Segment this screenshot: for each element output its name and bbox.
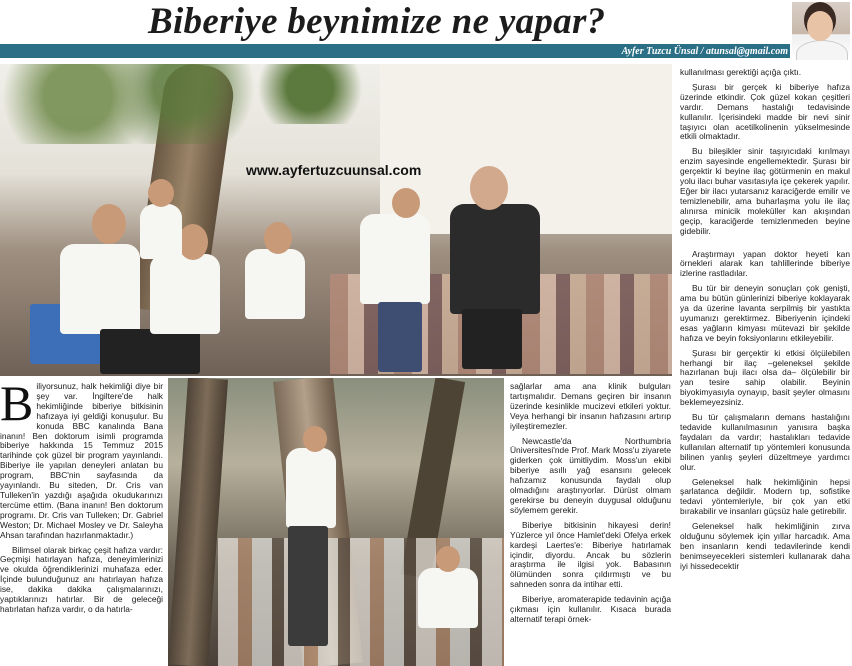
article-paragraph: sağlarlar ama ana klinik bulguları tartışmalıdır. Demans geçiren bir insanın üzerinde kesinlikle mucizevi etkileri yoktur. Veya herhangi bir insanın hafızasını artırıp iyileştiremezler. <box>510 382 671 431</box>
headline: Biberiye beynimize ne yapar? <box>148 1 606 42</box>
photo-oud-player <box>360 214 430 304</box>
photo-head <box>264 222 292 254</box>
photo-head <box>436 546 460 572</box>
concert-photo-bottom <box>168 378 504 666</box>
drop-cap: B <box>0 382 34 431</box>
article-paragraph: Şurası bir gerçek ki biberiye hafıza üzerinde etkindir. Çok güzel kokan çeşitleri vardır. Demans hastalığı tedavisinde kullanılır. İçerisindeki madde bir nevi sinir taşıyıcı olan acetilkolinenin yükselmesinde etkili olmaktadır. <box>680 81 850 142</box>
photo-musician <box>245 249 305 319</box>
article-paragraph: Biberiye, aromaterapide tedavinin açığa çıkması için kullanılır. Kısaca burada alternatif terapi örnek- <box>510 594 671 624</box>
article-paragraph: Biberiye bitkisinin hikayesi derin! Yüzlerce yıl önce Hamlet'deki Ofelya erkek kardeşi Laertes'e: Biberiye hatırlamak içindir, diyordu. Ancak bu sözlerin araştırma ile ilgisi yok. Babasının ölümünden sonra çıldırmıştı ve bu sahneden sonra da intihar etti. <box>510 519 671 590</box>
photo-head <box>178 224 208 260</box>
article-paragraph: Bu tür bir deneyin sonuçları çok genişti, ama bu bütün günlerinizi biberiye koklayarak ya da üzerine lavanta serpilmiş bir yastıkta uyumanızı gerektirmez. Biberiyenin içindeki esas yağların kimyası mütevazi bir şekilde hafıza ve beyin foksiyonlarını etkileyebilir. <box>680 283 850 343</box>
photo-audience-member <box>418 568 478 628</box>
photo-head <box>92 204 126 244</box>
article-paragraph: Şurası bir gerçektir ki etkisi ölçülebilen herhangi bir ilaç –geleneksel şekilde hazırlanan bujı ilacı olsa da– ölçülebilir bir yan tesire sahip olabilir. Beyinin biyokimyasıyla oynayıp, basit şeyler olmasını beklemeyezsiniz. <box>680 347 850 408</box>
photo-speaker <box>286 448 336 528</box>
article-paragraph: Araştırmayı yapan doktor heyeti kan örnekleri alarak kan tahlillerinde biberiye izlerine rastladılar. <box>680 248 850 279</box>
photo-leaves <box>200 64 420 124</box>
photo-head <box>148 179 174 207</box>
photo-musician <box>60 244 140 334</box>
photo-head <box>392 188 420 218</box>
photo-trousers <box>288 526 328 646</box>
photo-trousers <box>378 302 422 372</box>
photo-trousers <box>462 309 522 369</box>
article-column-3 <box>680 68 850 666</box>
concert-photo-top <box>0 64 672 376</box>
photo-singer <box>450 204 540 314</box>
article-paragraph: Bilimsel olarak birkaç çeşit hafıza vardır: Geçmişi hatırlayan hafıza, deneyimlerinizi ve okulda öğrendiklerinizi muhafaza eder. İçinde bulunduğunuz anı hatırlayan hafıza ise, dakika dakika çalışmalarınızı, yaptıklarınızı hatırlar. Bir de geleceği hatırlatan hafıza vardır, o da hatırla- <box>0 544 163 614</box>
photo-head <box>303 426 327 452</box>
byline: Ayfer Tuzcu Ünsal / atunsal@gmail.com <box>621 46 788 57</box>
author-photo <box>792 2 850 60</box>
article-column-1 <box>0 382 163 666</box>
photo-head <box>470 166 508 210</box>
author-photo-body <box>796 40 848 60</box>
article-paragraph: iliyorsunuz, halk hekimliği diye bir şey var. İngiltere'de halk hekimliğinde biberiye bitkisinin hafızaya iyi geldiği konuşulur. Bu konuda BBC kanalında Bana inanın! Ben doktorum isimli programda biberiye hakkında 15 Temmuz 2015 tarihinde çok güzel bir program yayınlandı. Biberiye ile yapılan deneyleri anlatan bu program, BBC'nin sayfasında da yayınlandı. Bu siteden, Dr. Cris van Tulleken'in yazdığı aşağıda okudukarınızı tercüme ettim. (Bana inanın! Ben doktorum programı. Dr. Cris van Tulleken; Dr. Gabriel Weston; Dr. Michael Mosley ve Dr. Saleyha Ahsan tarafından hazırlanmaktadır.) <box>0 382 163 540</box>
article-paragraph: Geleneksel halk hekimliğinin zırva olduğunu söylemek için yıllar harcadık. Ama ben insanların kendi tedavilerinde kendi benimseyecekleri sistemleri kullanarak daha iyi hissedecektir <box>680 521 850 571</box>
photo-musician <box>140 204 182 259</box>
photo-trousers <box>100 329 200 374</box>
article-column-2 <box>510 382 671 666</box>
article-paragraph: Bu tür çalışmaların demans hastalığını tedavide kullanılmasının yanısıra başka faydaları da vardır; hastalıkları tedavide kullanılan alternatif tıp yöntemleri konusunda bilinen yanlış şeyleri düzeltmeye yardımcı olur. <box>680 412 850 472</box>
article-paragraph: Bu bileşikler sinir taşıyıcıdaki kırılmayı enzim sayesinde engellemektedir. Şurası bir gerçektir ki beyine ilaç götürmenin en makul yolu ilacı buhar vasıtasıyla içe çekerek yapılır. Eğer bir ilacı yutarsanız karaciğerde emilir ve temizlenebilir, ama buharlaşma yolu ile ilaç alınırsa minicik moleküller kan akışından geçip, karaciğerde temizlenmeden beyine gidebilir. <box>680 146 850 236</box>
article-paragraph: Newcastle'da Northumbria Üniversitesi'nde Prof. Mark Moss'u ziyarete giderken çok ümitliydim. Moss'un ekibi biberiye asıllı yağ esansını gelecek hafızamız konusunda faydalı olup olmadığını araştırıyorlar. Dürüst olmam gerekirse bu deneyin duygusal olduğunu söylemem gerekir. <box>510 435 671 515</box>
photo-musician <box>150 254 220 334</box>
author-photo-face <box>807 11 833 41</box>
article-paragraph: kullanılması gerektiği açığa çıktı. <box>680 68 802 77</box>
article-paragraph: Geleneksel halk hekimliğinin hepsi şarlatanca değildir. Modern tıp, sofistike tedavi yöntemleriyle, bir çok yan etki bırakabilir ve insanları güçsüz hale getirebilir. <box>680 476 850 517</box>
website-url: www.ayfertuzcuunsal.com <box>246 162 422 178</box>
